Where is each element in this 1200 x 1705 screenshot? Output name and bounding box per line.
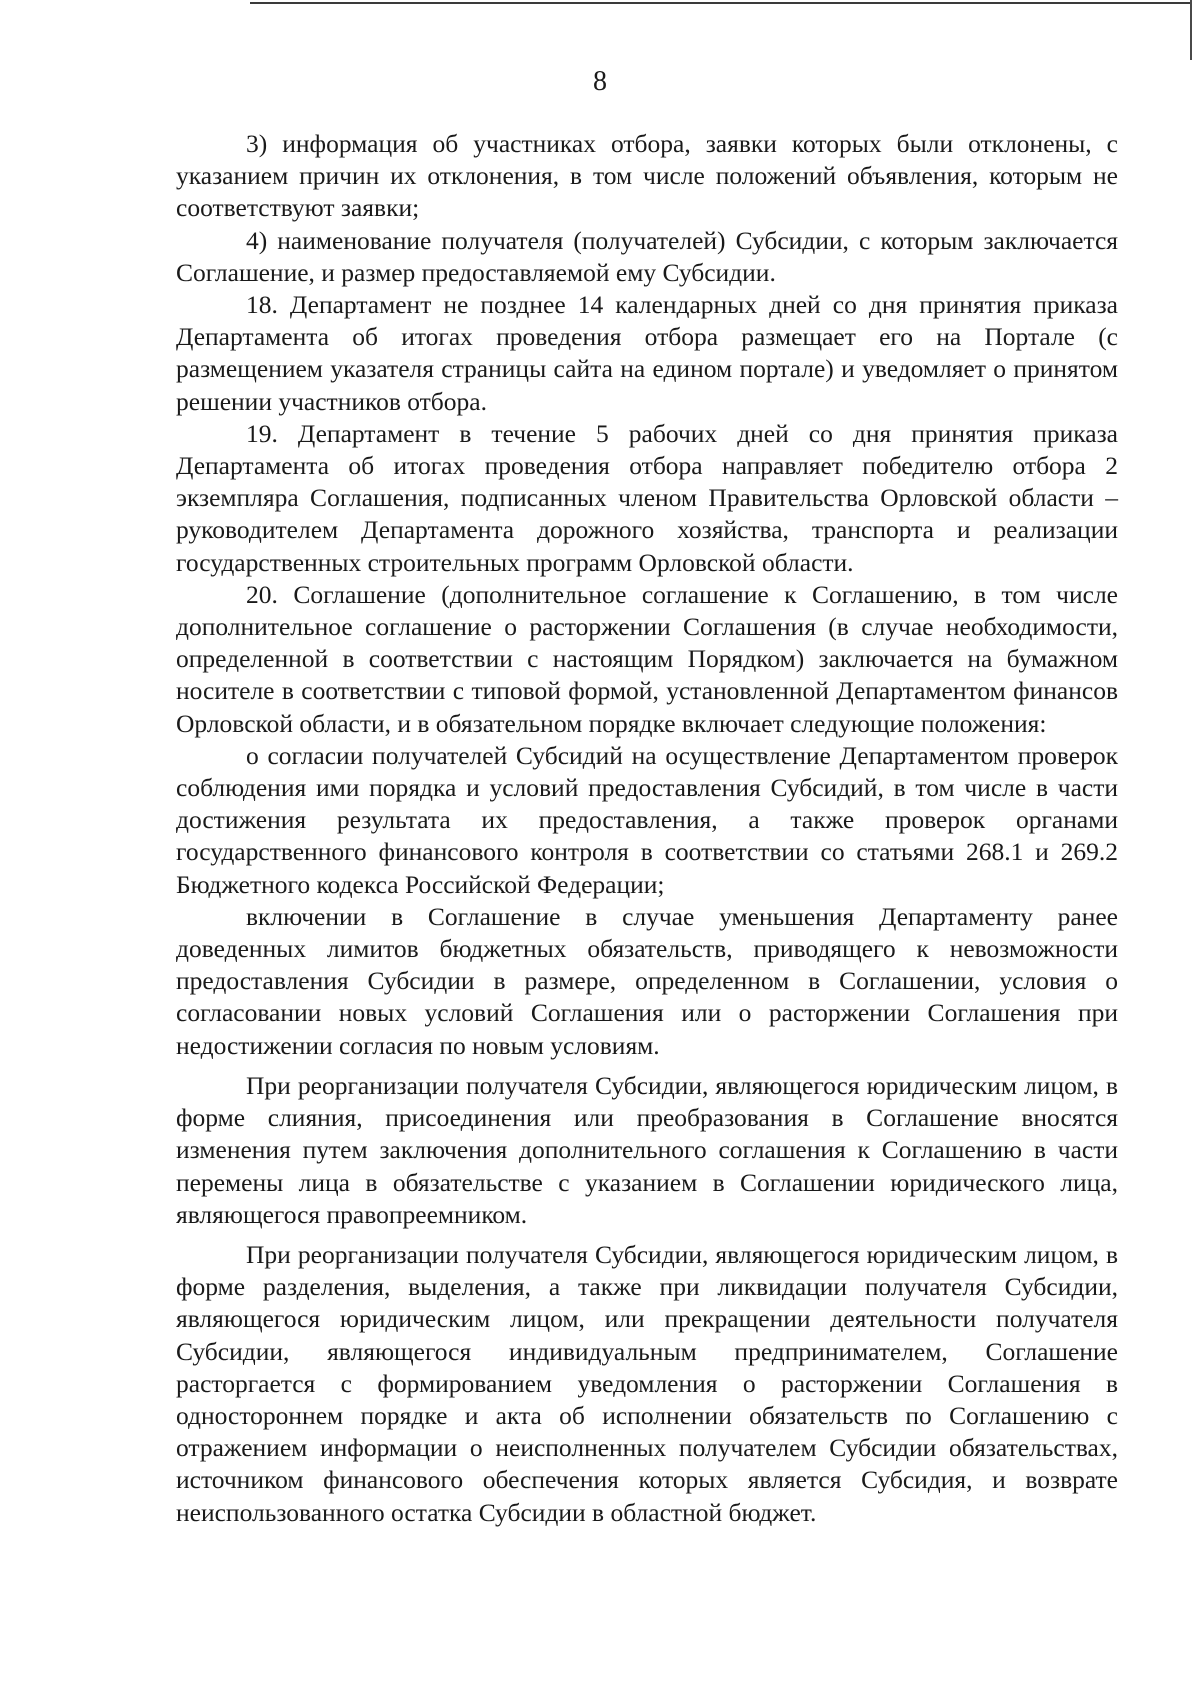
- paragraph-reorganization-merger: При реорганизации получателя Субсидии, являющегося юридическим лицом, в форме слияния, присоединения или преобразования в Соглашение вносятся изменения путем заключения дополнительного соглашения к Соглашению в части перемены лица в обязательстве с указанием в Соглашении юридического лица, являющегося правопреемником.: [176, 1070, 1118, 1229]
- paragraph-consent-provision: о согласии получателей Субсидий на осуществление Департаментом проверок соблюдения ими порядка и условий предоставления Субсидий, в том числе в части достижения результата их предоставления, а также проверок органами государственного финансового контроля в соответствии со статьями 268.1 и 269.2 Бюджетного кодекса Российской Федерации;: [176, 740, 1118, 899]
- paragraph-clause-19: 19. Департамент в течение 5 рабочих дней со дня принятия приказа Департамента об итогах проведения отбора направляет победителю отбора 2 экземпляра Соглашения, подписанных членом Правительства Орловской области – руководителем Департамента дорожного хозяйства, транспорта и реализации государственных строительных программ Орловской области.: [176, 418, 1118, 577]
- document-body: [176, 128, 1118, 1529]
- paragraph-reorganization-division: При реорганизации получателя Субсидии, являющегося юридическим лицом, в форме разделения, выделения, а также при ликвидации получателя Субсидии, являющегося юридическим лицом, или прекращении деятельности получателя Субсидии, являющегося индивидуальным предпринимателем, Соглашение расторгается с формированием уведомления о расторжении Соглашения в одностороннем порядке и акта об исполнении обязательств по Соглашению с отражением информации о неисполненных получателем Субсидии обязательствах, источником финансового обеспечения которых является Субсидия, и возврате неиспользованного остатка Субсидии в областной бюджет.: [176, 1239, 1118, 1527]
- page-number: 8: [593, 66, 607, 97]
- paragraph-item-3: 3) информация об участниках отбора, заявки которых были отклонены, с указанием причин их отклонения, в том числе положений объявления, которым не соответствуют заявки;: [176, 129, 1118, 223]
- paragraph-item-4: 4) наименование получателя (получателей) Субсидии, с которым заключается Соглашение, и размер предоставляемой ему Субсидии.: [176, 225, 1118, 287]
- scan-edge-right-line: [1190, 0, 1192, 60]
- scan-edge-top-line: [250, 2, 1190, 4]
- paragraph-clause-20: 20. Соглашение (дополнительное соглашение к Соглашению, в том числе дополнительное соглашение о расторжении Соглашения (в случае необходимости, определенной в соответствии с настоящим Порядком) заключается на бумажном носителе в соответствии с типовой формой, установленной Департаментом финансов Орловской области, и в обязательном порядке включает следующие положения:: [176, 579, 1118, 738]
- paragraph-limits-provision: включении в Соглашение в случае уменьшения Департаменту ранее доведенных лимитов бюджетных обязательств, приводящего к невозможности предоставления Субсидии в размере, определенном в Соглашении, условия о согласовании новых условий Соглашения или о расторжении Соглашения при недостижении согласия по новым условиям.: [176, 901, 1118, 1060]
- paragraph-clause-18: 18. Департамент не позднее 14 календарных дней со дня принятия приказа Департамента об итогах проведения отбора размещает его на Портале (с размещением указателя страницы сайта на едином портале) и уведомляет о принятом решении участников отбора.: [176, 290, 1118, 416]
